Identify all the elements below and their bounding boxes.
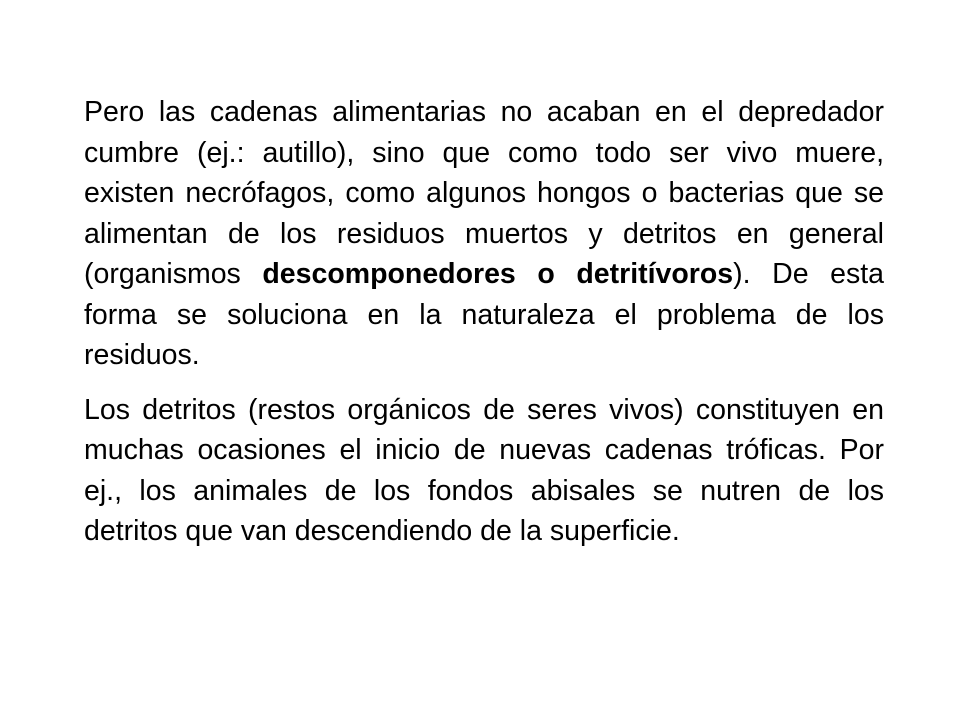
paragraph-decomposers <box>84 92 884 376</box>
paragraph-1-text-part-1: Pero las cadenas alimentarias no acaban en el depredador cumbre (ej.: autillo), sino que como todo ser vivo muere, existen necrófagos, como algunos hongos o bacterias que se alimentan de los residuos muertos y detritos en general (organismos <box>84 96 884 290</box>
paragraph-1-text-part-2: ). De esta forma se soluciona en la naturaleza el problema de los residuos. <box>84 258 885 371</box>
paragraph-detritus <box>84 390 884 552</box>
paragraph-1-bold-term: descomponedores o detritívoros <box>262 258 734 290</box>
paragraph-2-text: Los detritos (restos orgánicos de seres vivos) constituyen en muchas ocasiones el inicio de nuevas cadenas tróficas. Por ej., los animales de los fondos abisales se nutren de los detritos que van descendiendo de la superficie. <box>84 393 884 547</box>
slide-text-body <box>84 92 884 566</box>
